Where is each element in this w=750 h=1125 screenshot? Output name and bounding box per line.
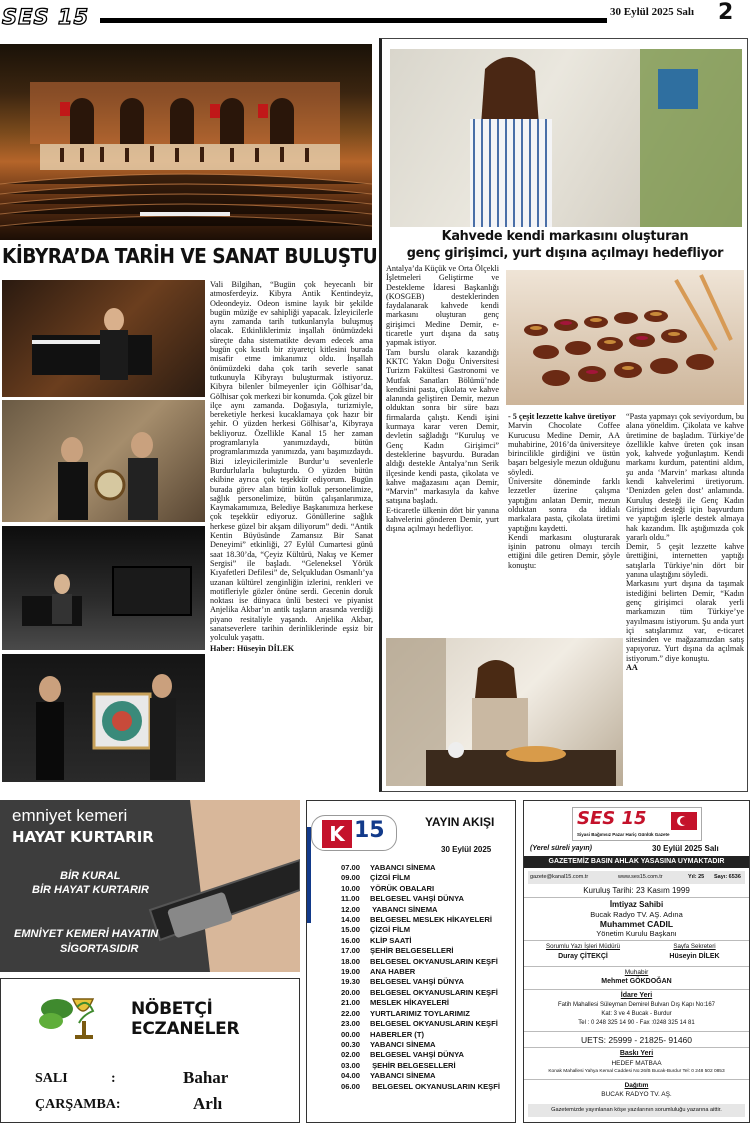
kahve-col1: Antalya’da Küçük ve Orta Ölçekli İşletmeleri Geliştirme ve Destekleme İdaresi Başkanlığı (KOSGEB) desteklerinden faydalanarak kahvede kendi markasını oluşturan genç girişimci Medine Demir, e-ticaretle yurt dışına da satış yapmak istiyor. Tam burslu olarak kazandığı KKTC Yakın Doğu Üniversitesi Turizm Fakültesi Gastronomi ve Mutfak Sanatları Bölümü’nde kendisini pasta, çikolata ve kahve alanında geliştiren Demir, mezun olduktan sonra bir süre bazı firmalarda çalıştı. Kendi işini kurmaya karar veren Demir, devletin sağladığı “Kuruluş ve Genç Kadın Girişimci” desteklerine başvurdu. Buradan aldığı destekle Antalya’nın Serik ilçesinde kendi pasta, çikolata ve kahve mağazasını açan Demir, “Marvin” markasıyla da kahve satışına başladı. E-ticaretle ülkenin dört bir yanına kahvelerini gönderen Demir, yurt dışına açılmayı hedefliyor. [386,264,499,534]
schedule-row [341,977,515,987]
schedule-row [341,884,515,894]
gift-photo [2,654,205,782]
pharmacy-day-1: SALI [35,1071,68,1086]
pharmacy-sep-1: : [111,1071,116,1086]
newspaper-logo: SES 15 [2,5,90,29]
kibyra-article-text: Vali Bilgihan, “Bugün çok heyecanlı bir atmosferdeyiz. Kibyra Antik Kentindeyiz, Odeondeyiz. Odeon ismine layık bir şekilde bugün müziğe ev sahipliği yapacak. İzleyicilerle aynı zamanda tarih tutkunlarıyla buluşmuş olacak. Etkinliklerimiz inşallah önümüzdeki süreçte daha sistematikte devam edecek ama bugün çok kısıtlı bir ziyaretçi kitlesini burada misafir etme imkanımız oldu. İnşallah önümüzdeki daha çok tarih severle sanat tutkunuyla Kibyrayı buluşturmak istiyoruz. Kibyra bilenler bilmeyenler için Gölhisar’da, Gölhisar çok merkezi bir konumda. Çok güzel bir ilçe aynı zamanda. Doğasıyla, turizmiyle, bereketiyle herkesi kucaklamaya çok hazır bir şehir. O yüzden herkesi Gölhisar’a, Kibyraya bekliyoruz. Özellikle Kanal 15 her zaman programlarıyla yanımızdaydı, bütün programlarımızda yanımızda, yanı başımızdaydı. Bizi izleyicilerimizle Burdur’u sevenlerle Burdurlularla buluşturdu. O yüzden bütün ekibine ayrıca çok teşekkür ediyorum. Bugün burada görev alan bütün kolluk personelimize, sağlık personelimize, bütün çalışanlarımıza, Kaymakamımıza, Belediye Başkanımıza herkese çok teşekkür ediyoruz. Gönüllerine sağlık herkese güzel bir akşam diliyorum” dedi. “Antik Kentin Büyüsünde Zamansız Bir Sanat Deneyimi” etkinliği, 27 Eylül Cumartesi günü saat 18.30’da, “Çeyiz Kültürü, Nakış ve Kemer Sergisi” ile başladı. “Geleneksel Yörük Kıyafetleri Defilesi” de, Selçukludan Osmanlı’ya uzanan kültürel zenginliğin izlerini, renkleri ve motifleriyle gözler önüne serdi. Gecenin doruk noktası ise dünyaca ünlü besteci ve piyanist Anjelika Akbar’ın antik taşların arasında verdiği piyano resitaliyle yaşandı. Anjelika Akbar, sanatseverlere tarihin derinliklerinde eşsiz bir yolculuk yaşattı. Haber: Hüseyin DİLEK [210,280,373,653]
schedule-show: BELGESEL VAHŞİ DÜNYA [370,977,464,987]
schedule-time: 19.00 [341,967,361,977]
schedule-time: 15.00 [341,925,361,935]
schedule-time: 20.00 [341,987,361,997]
seatbelt-line5: EMNİYET KEMERİ HAYATIN [14,928,159,940]
award-photo [2,400,205,522]
pianist-photo [2,280,205,397]
schedule-row [341,1019,515,1029]
schedule-row [341,988,515,998]
schedule-time: 17.00 [341,946,361,956]
kibyra-stage-photo [0,44,372,240]
k15-logo-num: 15 [354,818,385,843]
schedule-row [341,998,515,1008]
seatbelt-line6: SİGORTASIDIR [60,943,139,955]
schedule-show: BELGESEL VAHŞİ DÜNYA [370,1050,464,1060]
schedule-show: YURTLARIMIZ TOYLARIMIZ [370,1008,470,1018]
schedule-row [341,1082,515,1092]
schedule-time: 12.00 [341,904,361,914]
schedule-time: 06.00 [341,1081,361,1091]
schedule-show: ANA HABER [370,967,416,977]
schedule-title: YAYIN AKIŞI [425,815,495,829]
schedule-row [341,925,515,935]
schedule-show: YABANCI SİNEMA [370,863,436,872]
schedule-show: BELGESEL OKYANUSLARIN KEŞFİ [370,987,498,997]
seatbelt-line2: HAYAT KURTARIR [12,828,154,846]
schedule-row [341,957,515,967]
schedule-show: ŞEHİR BELGESELLERİ [370,946,454,956]
schedule-row [341,1061,515,1071]
schedule-show: BELGESEL OKYANUSLARIN KEŞFİ [370,1081,500,1091]
pharmacy-day-2: ÇARŞAMBA: [35,1097,121,1112]
kahve-col3: “Pasta yapmayı çok seviyordum, bu alana yöneldim. Çikolata ve kahve üretimine de başladım. Türkiye’de özellikle kahve üreten çok insan yok, kahvede yoğunlaştım. Kendi markamı kurdum, patentini aldım, şu anda ‘Marvin’ markası altında kendi kahvelerimi üretiyorum. ‘Denizden gelen dost’ anlamında. Kuruluş desteği ile Genç Kadın Girişimci desteği için başvurdum ve yaptığım işlerle destek almaya hak kazandım. İlk aştığımızda çok yararlı oldu.” Demir, 5 çeşit lezzette kahve ürettiğini, internetten yaptığı satışlarla Türkiye’nin dört bir yanına ulaştığını söyledi. Markasını yurt dışına da taşımak istediğini belirten Demir, “Kadın genç girişimci olarak yerli markamızın tüm Türkiye’ye yayılmasını istiyorum. Şu anda yurt içi satışlarımız var, e-ticaret sitesinden ve mağazamızdan satış yapıyoruz. Yurt dışına da açılmak istiyorum.” diye konuştu. AA [626,412,745,673]
schedule-row [341,915,515,925]
schedule-time: 18.00 [341,956,361,966]
schedule-time: 04.00 [341,1071,361,1081]
schedule-time: 07.00 [341,863,361,872]
schedule-row [341,1040,515,1050]
imprint-box: SES 15 Siyasi Bağımsız Pazar Hariç Günlük Gazete (Yerel süreli yayın) 30 Eylül 2025 Salı GAZETEMİZ BASIN AHLAK YASASINA UYMAKTADIR gazete@kanal15.com.tr www.ses15.com.tr Yıl: 25 Sayı: 6536 Kuruluş Tarihi: 23 Kasım 1999 İmtiyaz Sahibi Bucak Radyo TV. AŞ. Adına Muhammet CADIL Yönetim Kurulu Başkanı Sorumlu Yazı İşleri Müdürü Duray ÇİTEKÇİ Sayfa Sekreteri Hüseyin DİLEK Muhabir Mehmet GÖKDOĞAN İdare Yeri Fatih Mahallesi Süleyman Demirel Bulvarı Dış Kapı No:167 Kat: 3 ve 4 Bucak - Burdur Tel : 0 248 325 14 90 - Fax :0248 325 14 81 UETS: 25999 - 21825- 91460 Baskı Yeri HEDEF MATBAA Konak Mahallesi Yahya Kemal Caddesi No:26/B Bucak-Burdur Tel: 0 248 502 0853 Dağıtım BUCAK RADYO TV. AŞ. Gazetemizde yayınlanan köşe yazılarının sorumluluğu yazarına aittir. [523,800,750,1123]
kahve-headline: Kahvede kendi markasını oluşturan genç girişimci, yurt dışına açılmayı hedefliyor [406,228,724,261]
schedule-show: KLİP SAATİ [370,935,412,945]
pharmacy-box [0,978,300,1123]
pharmacy-icon [37,987,115,1043]
schedule-show: ŞEHİR BELGESELLERİ [370,1060,456,1070]
schedule-time: 16.00 [341,935,361,945]
schedule-row [341,967,515,977]
imprint-logo: SES 15 [577,808,647,829]
seatbelt-line4: BİR HAYAT KURTARIR [32,884,149,896]
schedule-show: BELGESEL VAHŞİ DÜNYA [370,894,464,904]
kibyra-headline: KİBYRA’DA TARİH VE SANAT BULUŞTU [2,244,378,268]
schedule-show: MESLEK HİKAYELERİ [370,998,450,1008]
schedule-show: BELGESEL OKYANUSLARIN KEŞFİ [370,1019,498,1029]
schedule-row [341,863,515,873]
seatbelt-line1: emniyet kemeri [12,806,128,825]
seatbelt-ad [0,800,300,972]
coffee-shop-photo [386,638,623,786]
seatbelt-line3: BİR KURAL [60,870,121,882]
schedule-show: HABERLER (T) [370,1029,424,1039]
flag-icon [671,812,697,830]
imprint-footer: Gazetemizde yayınlanan köşe yazılarının sorumluluğu yazarına aittir. [528,1104,745,1117]
schedule-row [341,1050,515,1060]
schedule-row [341,1030,515,1040]
schedule-time: 14.00 [341,915,361,925]
issue-date: 30 Eylül 2025 Salı [610,6,695,18]
schedule-time: 11.00 [341,894,360,904]
schedule-time: 03.00 [341,1060,361,1070]
schedule-row [341,1009,515,1019]
kahve-col2: - 5 çeşit lezzette kahve üretiyor Marvin Chocolate Coffee Kurucusu Medine Demir, AA muhabirine, 2016’da üniversiteye birincilikle girdiğini ve üstün başarı belgesiyle mezun olduğunu söyledi. Üniversite döneminde farklı lezzetler üzerine çalışma yaptığını anlatan Demir, mezun olduktan sonra da iddialı markalara pasta, çikolata üretimi yaptığını kaydetti. Kendi markasını oluşturarak işinin patronu olmayı tercih ettiğini dile getiren Demir, şöyle konuştu: [508,412,620,570]
schedule-time: 09.00 [341,873,361,883]
imprint-logo-box: SES 15 Siyasi Bağımsız Pazar Hariç Günlük Gazete [572,807,702,841]
concert-photo [2,526,205,650]
schedule-show: YÖRÜK OBALARI [370,883,435,893]
schedule-show: BELGESEL OKYANUSLARIN KEŞFİ [370,956,498,966]
schedule-list [341,863,515,1092]
schedule-row [341,873,515,883]
ethics-banner: GAZETEMİZ BASIN AHLAK YASASINA UYMAKTADIR [524,856,749,868]
page-number: 2 [718,0,734,25]
schedule-show: ÇİZGİ FİLM [370,925,411,935]
schedule-date: 30 Eylül 2025 [441,845,492,854]
schedule-time: 21.00 [341,998,361,1008]
schedule-time: 02.00 [341,1050,361,1060]
schedule-row [341,894,515,904]
schedule-time: 00.30 [341,1039,361,1049]
header-rule [100,18,607,23]
schedule-row [341,946,515,956]
schedule-row [341,936,515,946]
entrepreneur-photo [390,49,742,227]
k15-logo-k: K [322,820,352,848]
schedule-show: YABANCI SİNEMA [370,1071,436,1081]
pharmacy-name-1: Bahar [183,1068,229,1087]
schedule-time: 22.00 [341,1008,361,1018]
kibyra-byline: Haber: Hüseyin DİLEK [210,643,295,653]
schedule-show: YABANCI SİNEMA [370,1039,436,1049]
pharmacy-title: NÖBETÇİ ECZANELER [131,999,240,1039]
kahve-source: AA [626,663,638,673]
schedule-row [341,1071,515,1081]
k15-logo [311,815,397,851]
schedule-row [341,905,515,915]
pharmacy-name-2: Arlı [193,1094,223,1113]
schedule-show: BELGESEL MESLEK HİKAYELERİ [370,915,492,925]
schedule-time: 23.00 [341,1019,361,1029]
kahve-col2-heading: - 5 çeşit lezzette kahve üretiyor [508,412,616,421]
schedule-time: 10.00 [341,883,361,893]
schedule-time: 19.30 [341,977,361,987]
schedule-time: 00.00 [341,1029,361,1039]
contact-strip: gazete@kanal15.com.tr www.ses15.com.tr Yıl: 25 Sayı: 6536 [528,871,745,884]
schedule-show: YABANCI SİNEMA [370,904,438,914]
schedule-show: ÇİZGİ FİLM [370,873,411,883]
chocolates-photo [506,270,744,405]
schedule-box [306,800,516,1123]
